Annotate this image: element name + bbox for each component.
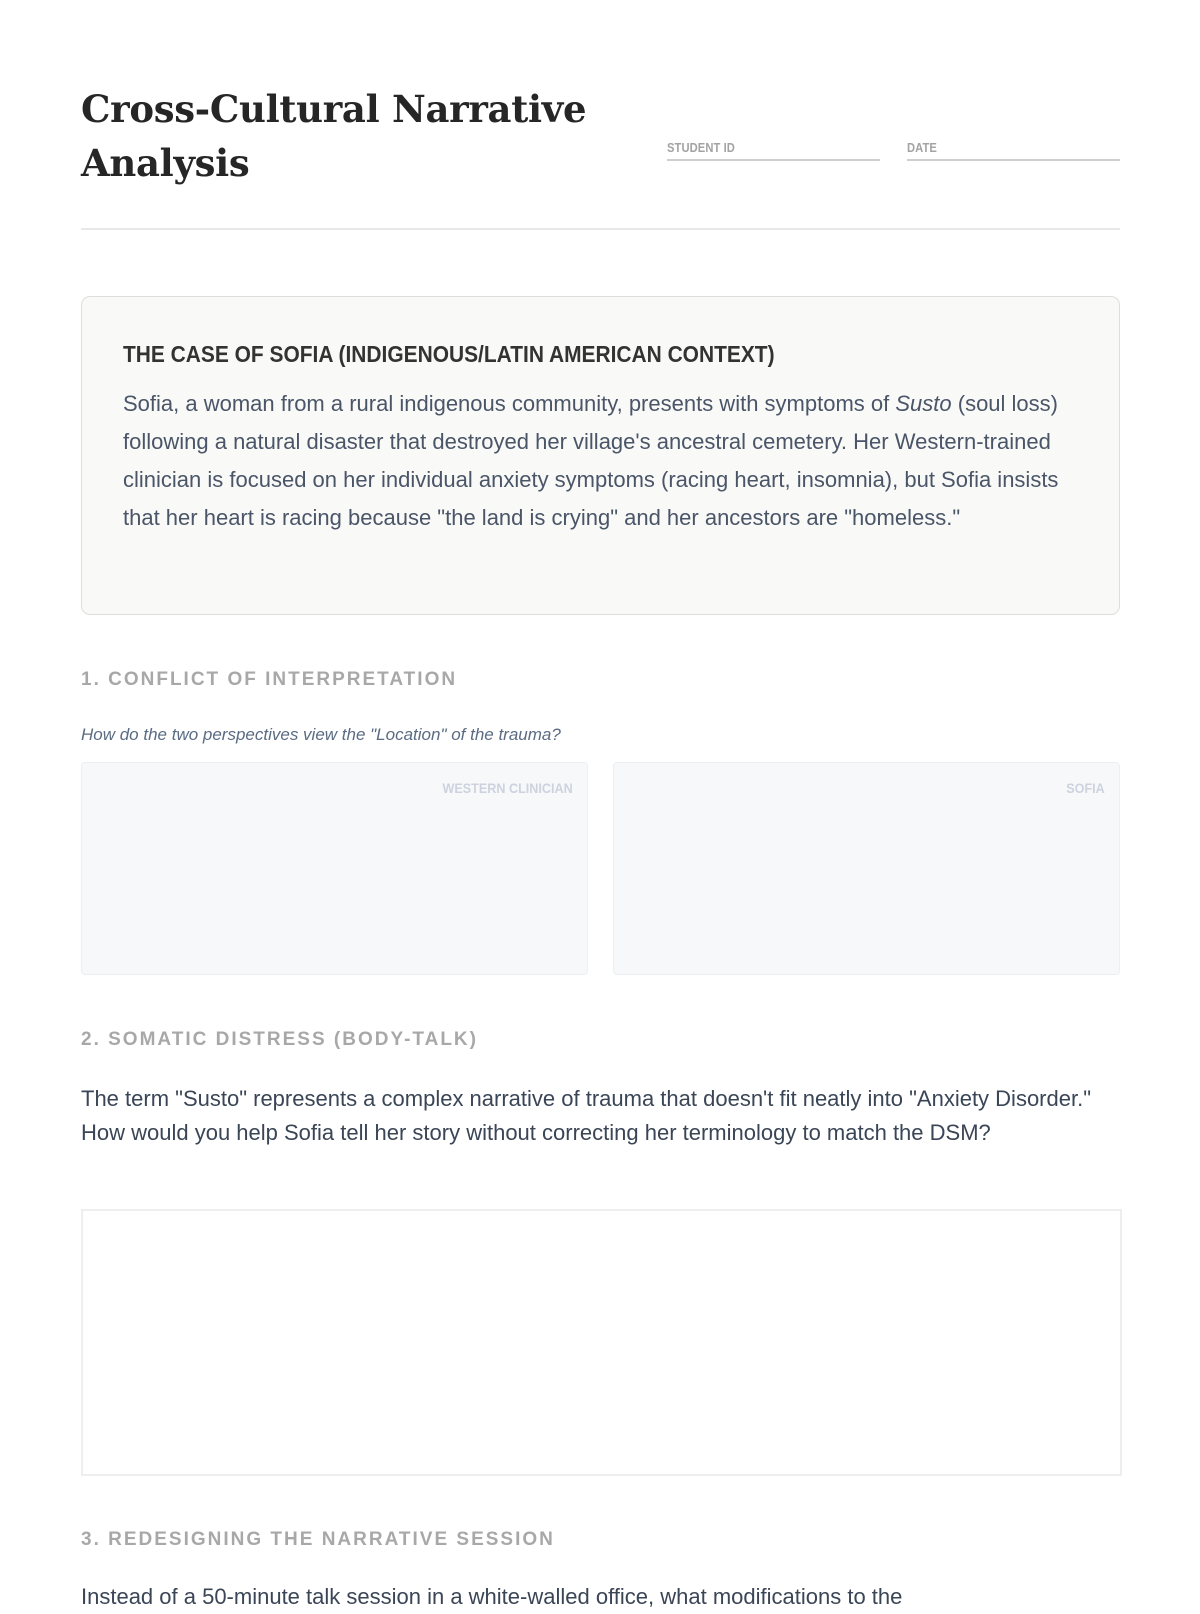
western-clinician-label: WESTERN CLINICIAN xyxy=(442,780,573,796)
case-study-title: THE CASE OF SOFIA (INDIGENOUS/LATIN AMERICAN CONTEXT) xyxy=(123,341,775,367)
case-study-text xyxy=(123,385,1083,537)
sofia-answer-panel[interactable] xyxy=(613,762,1120,975)
date-field[interactable] xyxy=(907,140,1120,161)
section-heading-redesign: 3. REDESIGNING THE NARRATIVE SESSION xyxy=(81,1529,555,1550)
sofia-label: SOFIA xyxy=(1066,780,1105,796)
student-id-field[interactable] xyxy=(667,140,880,161)
case-text-term: Susto xyxy=(895,391,952,416)
case-study-box xyxy=(81,296,1120,615)
section-text-somatic: The term "Susto" represents a complex narrative of trauma that doesn't fit neatly into "Anxiety Disorder." How would you help Sofia tell her story without correcting her terminology to match the DSM? xyxy=(81,1086,1092,1145)
somatic-answer-box[interactable] xyxy=(81,1209,1122,1476)
section-prompt-conflict: How do the two perspectives view the "Location" of the trauma? xyxy=(81,725,561,744)
case-text-part: Sofia, a woman from a rural indigenous community, presents with symptoms of xyxy=(123,391,896,416)
section-heading-conflict: 1. CONFLICT OF INTERPRETATION xyxy=(81,669,458,690)
western-clinician-answer-panel[interactable] xyxy=(81,762,588,975)
worksheet-header xyxy=(81,80,1120,230)
student-id-label: STUDENT ID xyxy=(667,140,735,155)
case-text-part: (soul loss) following a natural disaster that destroyed her village's ancestral cemetery. Her Western-trained clinician is focused on her individual anxiety symptoms (racing heart, insomnia), but Sofia insists that her heart is racing because "the land is crying" and her ancestors are "homeless." xyxy=(123,391,1059,530)
date-label: DATE xyxy=(907,140,937,155)
section-text-redesign: Instead of a 50-minute talk session in a white-walled office, what modifications to the xyxy=(81,1584,903,1609)
page-title: Cross-Cultural Narrative Analysis xyxy=(81,87,587,185)
section-heading-somatic: 2. SOMATIC DISTRESS (BODY-TALK) xyxy=(81,1029,478,1050)
